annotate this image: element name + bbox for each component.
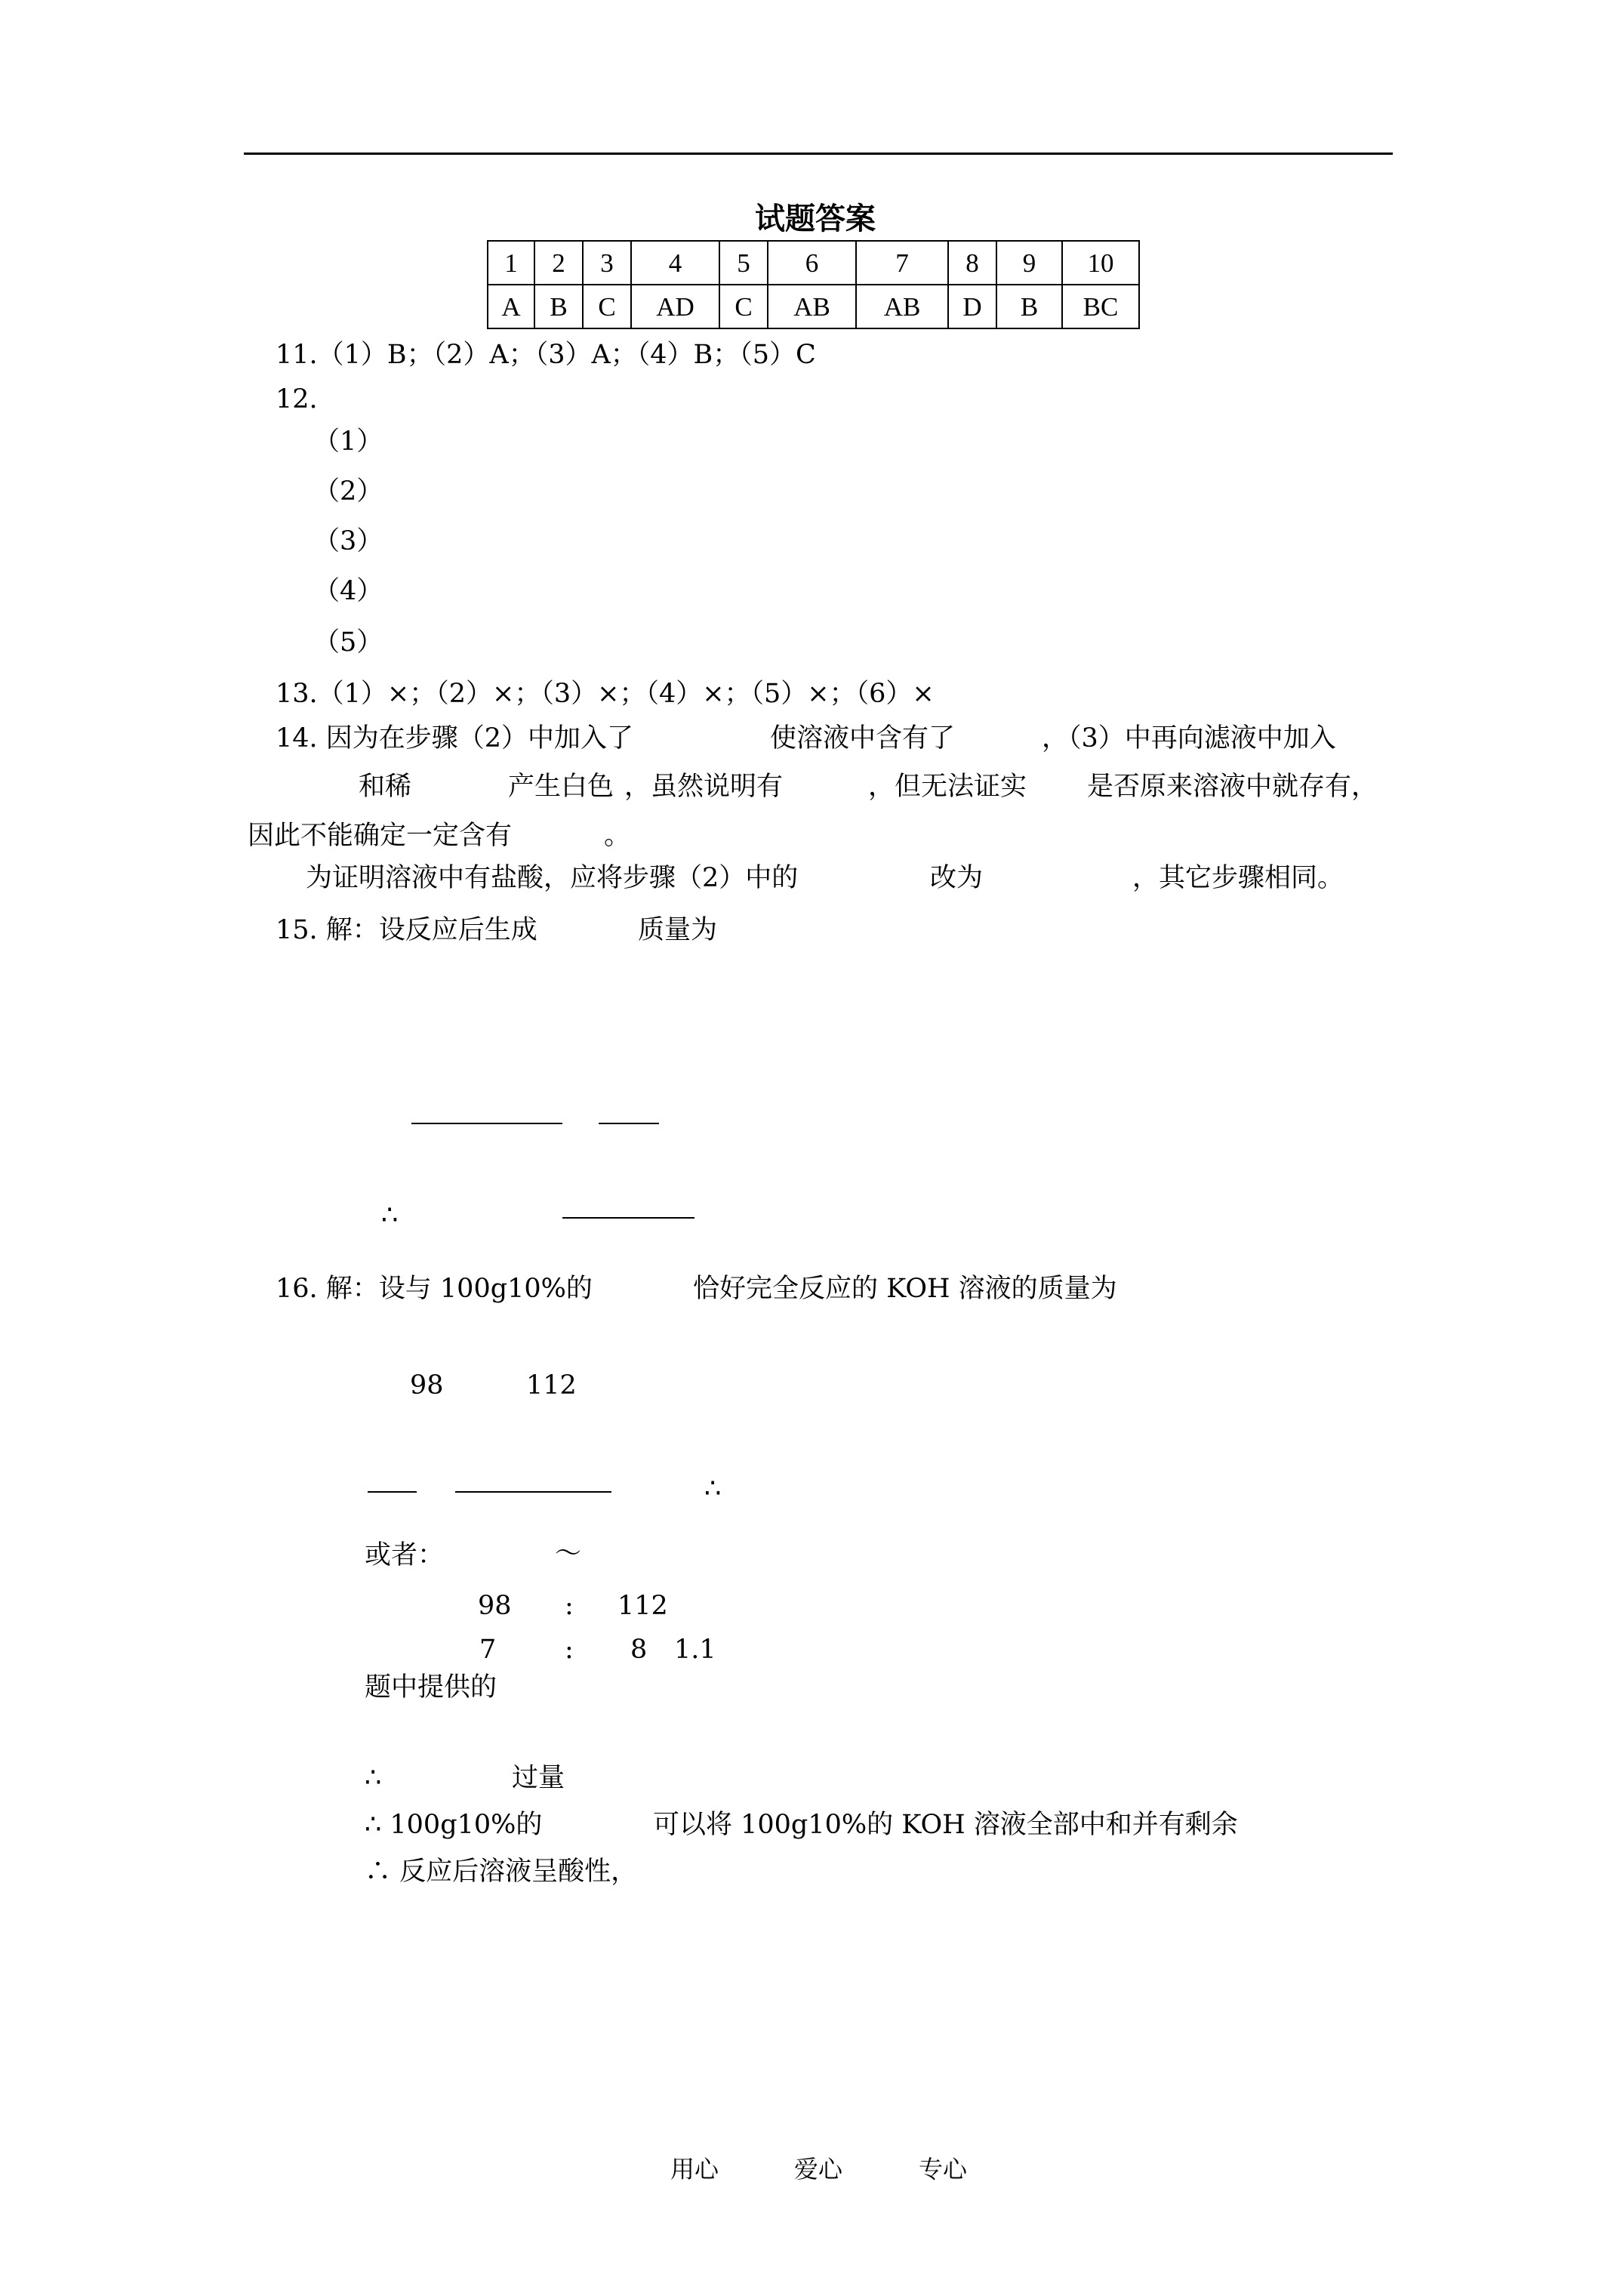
- answer-12-item: （1）: [313, 427, 383, 457]
- header-rule: [244, 153, 1393, 155]
- answer-14-text: 改为: [930, 863, 984, 893]
- molar-mass-value: 98: [410, 1370, 444, 1401]
- question-number: 6: [768, 241, 856, 285]
- answer-14-text: ，虽然说明有: [624, 772, 784, 802]
- answer-table: [487, 240, 1140, 329]
- fraction-bar: [562, 1217, 694, 1219]
- answer-14-text: ，（3）中再向滤液中加入: [1042, 723, 1336, 754]
- therefore-symbol: ∴: [381, 1200, 399, 1231]
- answer-14-text: 因此不能确定一定含有: [248, 821, 513, 851]
- answer-16-text: 题中提供的: [365, 1672, 497, 1703]
- ratio-value: 1.1: [674, 1635, 716, 1665]
- answer-cell: A: [488, 285, 534, 328]
- question-number: 2: [534, 241, 583, 285]
- answer-cell: AD: [631, 285, 719, 328]
- answer-14-text: ，但无法证实: [868, 772, 1027, 802]
- answer-16-text: 过量: [512, 1763, 565, 1793]
- page-title: 试题答案: [755, 201, 876, 236]
- molar-mass-value: 112: [526, 1370, 577, 1401]
- ratio-value: 8: [630, 1635, 648, 1665]
- question-number: 1: [488, 241, 534, 285]
- answer-14-text: 。: [604, 821, 631, 851]
- question-number: 5: [719, 241, 768, 285]
- answer-16-text: 或者：: [365, 1540, 445, 1570]
- answer-14-text: 和稀: [359, 772, 412, 802]
- footer-item: 爱心: [794, 2155, 843, 2184]
- answer-cell: D: [948, 285, 996, 328]
- answer-table-answer-row: [488, 285, 1139, 328]
- answer-cell: C: [719, 285, 768, 328]
- answer-16-text: ∴ 反应后溶液呈酸性，: [365, 1857, 638, 1887]
- answer-16-text: 16. 解：设与 100g10%的: [276, 1274, 593, 1304]
- fraction-bar: [411, 1123, 562, 1124]
- answer-15-text: 质量为: [638, 915, 718, 945]
- fraction-bar: [599, 1123, 659, 1124]
- answer-12-item: （2）: [313, 476, 383, 507]
- question-number: 3: [583, 241, 631, 285]
- ratio-value: 98: [478, 1591, 512, 1621]
- answer-cell: AB: [768, 285, 856, 328]
- question-number: 4: [631, 241, 719, 285]
- ratio-value: 7: [479, 1635, 497, 1665]
- answer-15-text: 15. 解：设反应后生成: [276, 915, 537, 945]
- therefore-symbol: ∴: [365, 1763, 382, 1793]
- answer-14-text: 产生白色: [508, 772, 614, 802]
- therefore-symbol: ∴: [704, 1474, 722, 1504]
- ratio-value: 112: [617, 1591, 668, 1621]
- answer-14-text: ，其它步骤相同。: [1132, 863, 1344, 893]
- question-number: 9: [996, 241, 1062, 285]
- ratio-colon: :: [565, 1591, 574, 1621]
- fraction-bar: [368, 1491, 417, 1493]
- footer-item: 专心: [919, 2155, 968, 2184]
- fraction-bar: [455, 1491, 611, 1493]
- answer-cell: C: [583, 285, 631, 328]
- answer-12-item: （3）: [313, 526, 383, 556]
- footer-item: 用心: [670, 2155, 719, 2184]
- answer-cell: B: [996, 285, 1062, 328]
- answer-14-text: 为证明溶液中有盐酸，应将步骤（2）中的: [306, 863, 799, 893]
- answer-12-label: 12.: [276, 384, 318, 415]
- answer-11: 11.（1）B；（2）A；（3）A；（4）B；（5）C: [276, 340, 816, 370]
- answer-cell: AB: [856, 285, 948, 328]
- answer-14-text: 是否原来溶液中就存有，: [1087, 772, 1378, 802]
- tilde-symbol: ～: [555, 1539, 582, 1569]
- answer-12-item: （5）: [313, 627, 383, 658]
- ratio-colon: :: [565, 1635, 574, 1665]
- answer-16-text: 恰好完全反应的 KOH 溶液的质量为: [693, 1274, 1117, 1304]
- answer-13: 13.（1）×；（2）×；（3）×；（4）×；（5）×；（6）×: [276, 679, 935, 709]
- answer-table-number-row: [488, 241, 1139, 285]
- answer-16-text: 可以将 100g10%的 KOH 溶液全部中和并有剩余: [653, 1810, 1238, 1840]
- answer-16-text: ∴ 100g10%的: [365, 1810, 543, 1840]
- question-number: 10: [1062, 241, 1139, 285]
- answer-cell: B: [534, 285, 583, 328]
- answer-14-text: 14. 因为在步骤（2）中加入了: [276, 723, 634, 754]
- answer-cell: BC: [1062, 285, 1139, 328]
- answer-14-text: 使溶液中含有了: [770, 723, 956, 754]
- question-number: 7: [856, 241, 948, 285]
- answer-12-item: （4）: [313, 576, 383, 606]
- question-number: 8: [948, 241, 996, 285]
